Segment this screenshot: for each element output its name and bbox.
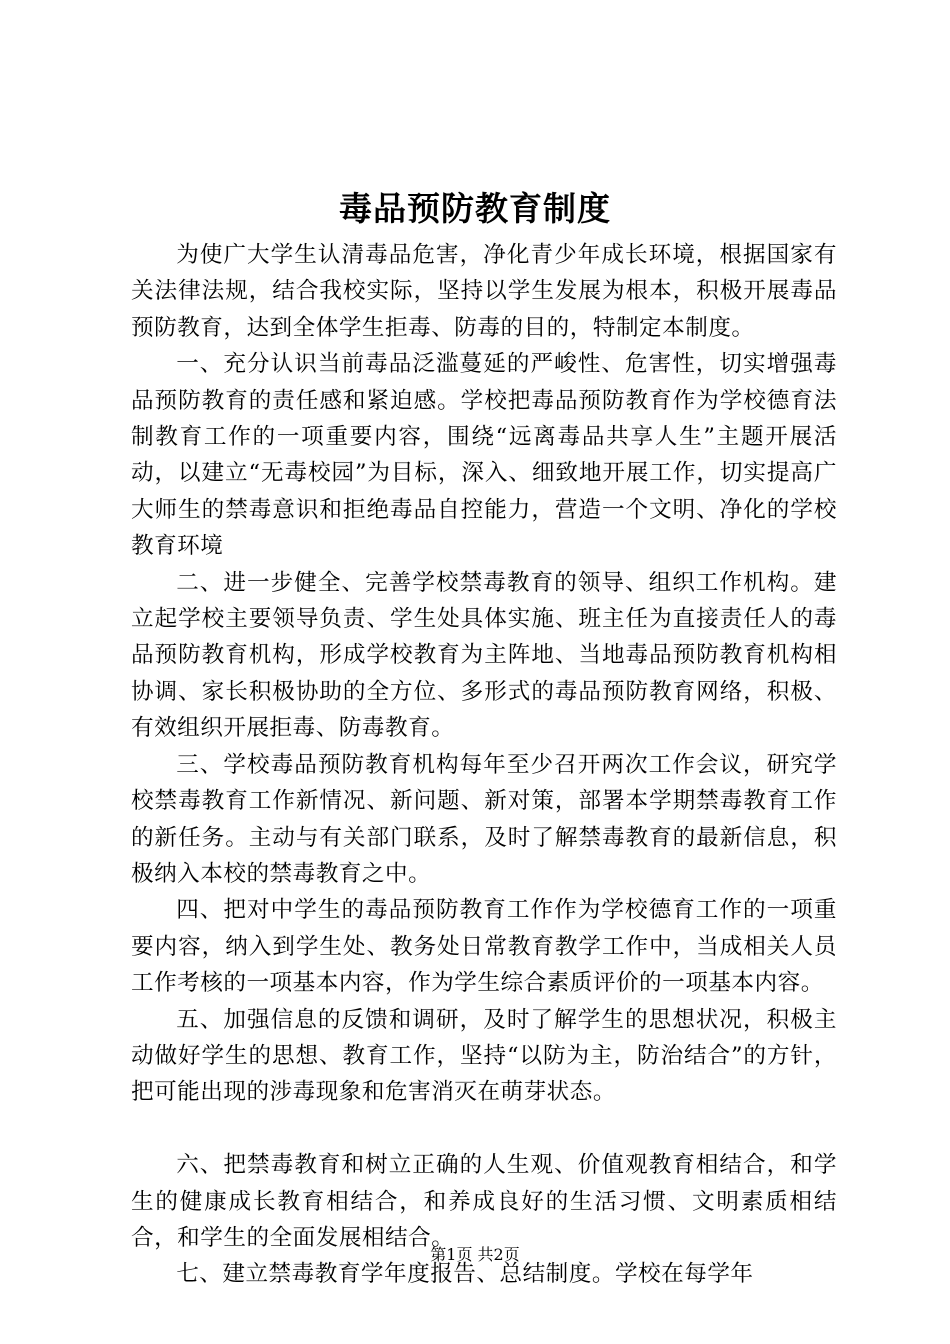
paragraph-7: 七、建立禁毒教育学年度报告、总结制度。学校在每学年 xyxy=(176,1261,754,1288)
document-title: 毒品预防教育制度 xyxy=(339,189,611,228)
document-body xyxy=(131,237,837,1293)
paragraph-6: 六、把禁毒教育和树立正确的人生观、价值观教育相结合，和学生的健康成长教育相结合，和养成良好的生活习惯、文明素质相结合，和学生的全面发展相结合。 xyxy=(131,1152,837,1251)
paragraph-4: 四、把对中学生的毒品预防教育工作作为学校德育工作的一项重要内容，纳入到学生处、教务处日常教育教学工作中，当成相关人员工作考核的一项基本内容，作为学生综合素质评价的一项基本内容。 xyxy=(131,897,837,997)
paragraph-2: 二、进一步健全、完善学校禁毒教育的领导、组织工作机构。建立起学校主要领导负责、学生处具体实施、班主任为直接责任人的毒品预防教育机构，形成学校教育为主阵地、当地毒品预防教育机构相协调、家长积极协助的全方位、多形式的毒品预防教育网络，积极、有效组织开展拒毒、防毒教育。 xyxy=(131,569,837,742)
page-footer: 第1页 共2页 xyxy=(430,1245,520,1264)
paragraph-5: 五、加强信息的反馈和调研，及时了解学生的思想状况，积极主动做好学生的思想、教育工作，坚持“以防为主，防治结合”的方针，把可能出现的涉毒现象和危害消灭在萌芽状态。 xyxy=(131,1006,837,1106)
paragraph-intro: 为使广大学生认清毒品危害，净化青少年成长环境，根据国家有关法律法规，结合我校实际，坚持以学生发展为根本，积极开展毒品预防教育，达到全体学生拒毒、防毒的目的，特制定本制度。 xyxy=(131,242,837,341)
paragraph-1: 一、充分认识当前毒品泛滥蔓延的严峻性、危害性，切实增强毒品预防教育的责任感和紧迫感。学校把毒品预防教育作为学校德育法制教育工作的一项重要内容，围绕“远离毒品共享人生”主题开展活动，以建立“无毒校园”为目标，深入、细致地开展工作，切实提高广大师生的禁毒意识和拒绝毒品自控能力，营造一个文明、净化的学校教育环境 xyxy=(131,351,837,560)
paragraph-3: 三、学校毒品预防教育机构每年至少召开两次工作会议，研究学校禁毒教育工作新情况、新问题、新对策，部署本学期禁毒教育工作的新任务。主动与有关部门联系，及时了解禁毒教育的最新信息，积极纳入本校的禁毒教育之中。 xyxy=(131,751,837,887)
